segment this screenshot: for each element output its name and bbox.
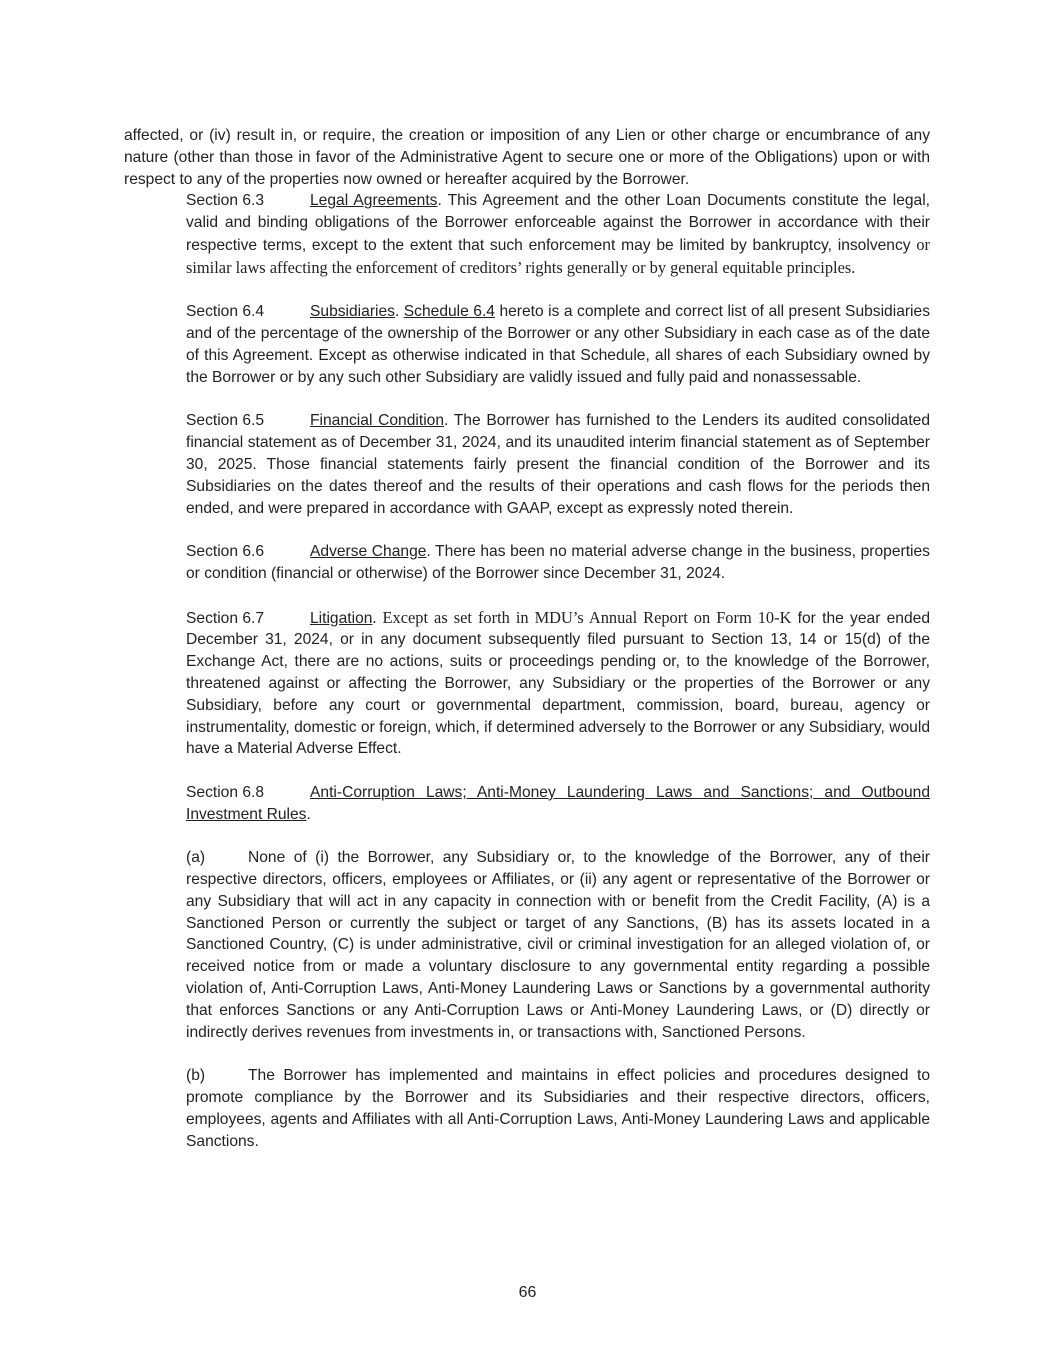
section-body: . There has been no material adverse change in the business, properties or condition (financial or otherwise) of the Borrower since December 31, 2024. [186,543,930,582]
schedule-reference: Schedule 6.4 [403,303,495,321]
section-label: Section 6.7 [186,609,265,627]
section-6-4 [124,301,930,388]
section-label: Section 6.3 [186,192,265,210]
subsection-label: (b) [186,1067,206,1085]
section-title: Adverse Change [310,543,427,561]
document-body [124,125,930,1152]
section-6-8 [124,782,930,826]
subsection-body: None of (i) the Borrower, any Subsidiary or, to the knowledge of the Borrower, any of their respective directors, officers, employees or Affiliates, or (ii) any agent or representative of the Borrower or any Subsidiary that will act in any capacity in connection with or benefit from the Credit Facility, (A) is a Sanctioned Person or currently the subject or target of any Sanctions, (B) has its assets located in a Sanctioned Country, (C) is under administrative, civil or criminal investigation for an alleged violation of, or received notice from or made a voluntary disclosure to any governmental entity regarding a possible violation of, Anti-Corruption Laws, Anti-Money Laundering Laws or Sanctions by a governmental authority that enforces Sanctions or any Anti-Corruption Laws or Anti-Money Laundering Laws, or (D) directly or indirectly derives revenues from investments in, or transactions with, Sanctioned Persons. [186,849,930,1041]
section-label: Section 6.6 [186,543,265,561]
section-title-end: . [306,805,311,823]
subsection-a [124,847,930,1043]
section-body: for the year ended December 31, 2024, or in any document subsequently filed pursuant to Section 13, 14 or 15(d) of the Exchange Act, there are no actions, suits or proceedings pending or, to the knowledge of the Borrower, threatened against or affecting the Borrower, any Subsidiary or the properties of the Borrower or any Subsidiary, before any court or governmental department, commission, board, bureau, agency or instrumentality, domestic or foreign, which, if determined adversely to the Borrower or any Subsidiary, would have a Material Adverse Effect. [186,609,930,758]
section-label: Section 6.8 [186,783,265,801]
subsection-body: The Borrower has implemented and maintains in effect policies and procedures designed to promote compliance by the Borrower and its Subsidiaries and their respective directors, officers, employees, agents and Affiliates with all Anti-Corruption Laws, Anti-Money Laundering Laws and applicable Sanctions. [186,1067,930,1150]
section-6-6 [124,541,930,585]
section-title: Anti-Corruption Laws; Anti-Money Laundering Laws and Sanctions; and Outbound Investment Rules [186,783,930,823]
section-body: . This Agreement and the other Loan Documents constitute the legal, valid and binding obligations of the Borrower enforceable against the Borrower in accordance with their respective terms, except to the extent that such enforcement may be limited by bankruptcy, insolvency [186,192,931,254]
section-body-serif: . Except as set forth in MDU’s Annual Report on Form 10-K [372,607,792,627]
section-body: hereto is a complete and correct list of all present Subsidiaries and of the percentage of the ownership of the Borrower or any other Subsidiary in each case as of the date of this Agreement. Except as otherwise indicated in that Schedule, all shares of each Subsidiary owned by the Borrower or by any such other Subsidiary are validly issued and fully paid and nonassessable. [186,303,930,386]
continuation-paragraph: affected, or (iv) result in, or require, the creation or imposition of any Lien or other charge or encumbrance of any nature (other than those in favor of the Administrative Agent to secure one or more of the Obligations) upon or with respect to any of the properties now owned or hereafter acquired by the Borrower. [124,127,930,188]
section-6-5 [124,410,930,519]
section-title: Legal Agreements [310,192,438,210]
section-separator: . [394,303,404,321]
subsection-label: (a) [186,849,206,867]
section-label: Section 6.4 [186,303,265,321]
section-6-7 [124,607,930,761]
section-body-serif: or similar laws affecting the enforcement of creditors’ rights generally or by general equitable principles. [186,234,930,277]
section-6-3 [124,190,930,279]
section-label: Section 6.5 [186,412,265,430]
section-title: Subsidiaries [310,303,395,321]
subsection-b [124,1065,930,1152]
page-number: 66 [518,1284,537,1301]
section-title: Litigation [310,609,373,627]
section-body: . The Borrower has furnished to the Lenders its audited consolidated financial statement as of December 31, 2024, and its unaudited interim financial statement as of September 30, 2025. Those financial statements fairly present the financial condition of the Borrower and its Subsidiaries on the dates thereof and the results of their operations and cash flows for the periods then ended, and were prepared in accordance with GAAP, except as expressly noted therein. [186,412,930,517]
section-title: Financial Condition [310,412,445,430]
